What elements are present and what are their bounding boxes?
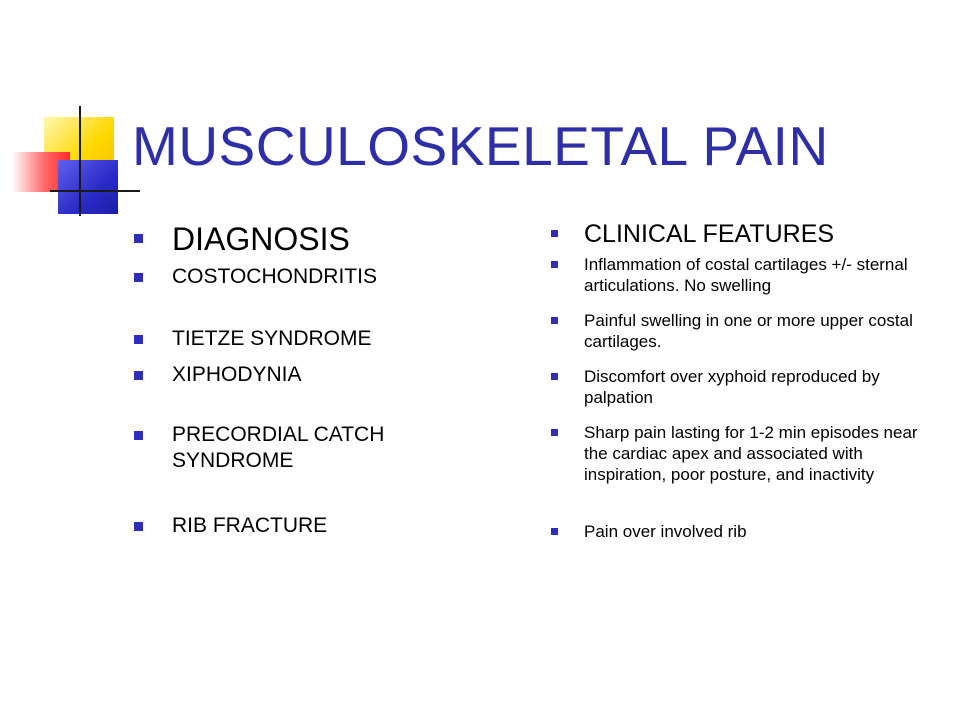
clinical-features-list — [551, 217, 937, 542]
feature-item: Sharp pain lasting for 1-2 min episodes near the cardiac apex and associated with inspiration, poor posture, and inactivity — [551, 422, 937, 485]
feature-item: Painful swelling in one or more upper costal cartilages. — [551, 310, 937, 352]
diagnosis-heading: DIAGNOSIS — [134, 219, 494, 259]
decorative-logo — [0, 0, 140, 220]
diagnosis-item: TIETZE SYNDROME — [134, 326, 494, 352]
diagnosis-list — [134, 219, 494, 539]
feature-item: Inflammation of costal cartilages +/- sternal articulations. No swelling — [551, 254, 937, 296]
features-heading: CLINICAL FEATURES — [551, 217, 937, 251]
slide-title: MUSCULOSKELETAL PAIN — [132, 115, 829, 177]
diagnosis-item: RIB FRACTURE — [134, 513, 494, 539]
diagnosis-item: XIPHODYNIA — [134, 362, 494, 388]
feature-item: Pain over involved rib — [551, 521, 937, 542]
diagnosis-item: COSTOCHONDRITIS — [134, 264, 494, 290]
diagnosis-item: PRECORDIAL CATCH SYNDROME — [134, 422, 494, 474]
vertical-line-shape — [79, 106, 81, 216]
feature-item: Discomfort over xyphoid reproduced by palpation — [551, 366, 937, 408]
horizontal-line-shape — [50, 190, 140, 192]
blue-square-shape — [58, 160, 118, 214]
